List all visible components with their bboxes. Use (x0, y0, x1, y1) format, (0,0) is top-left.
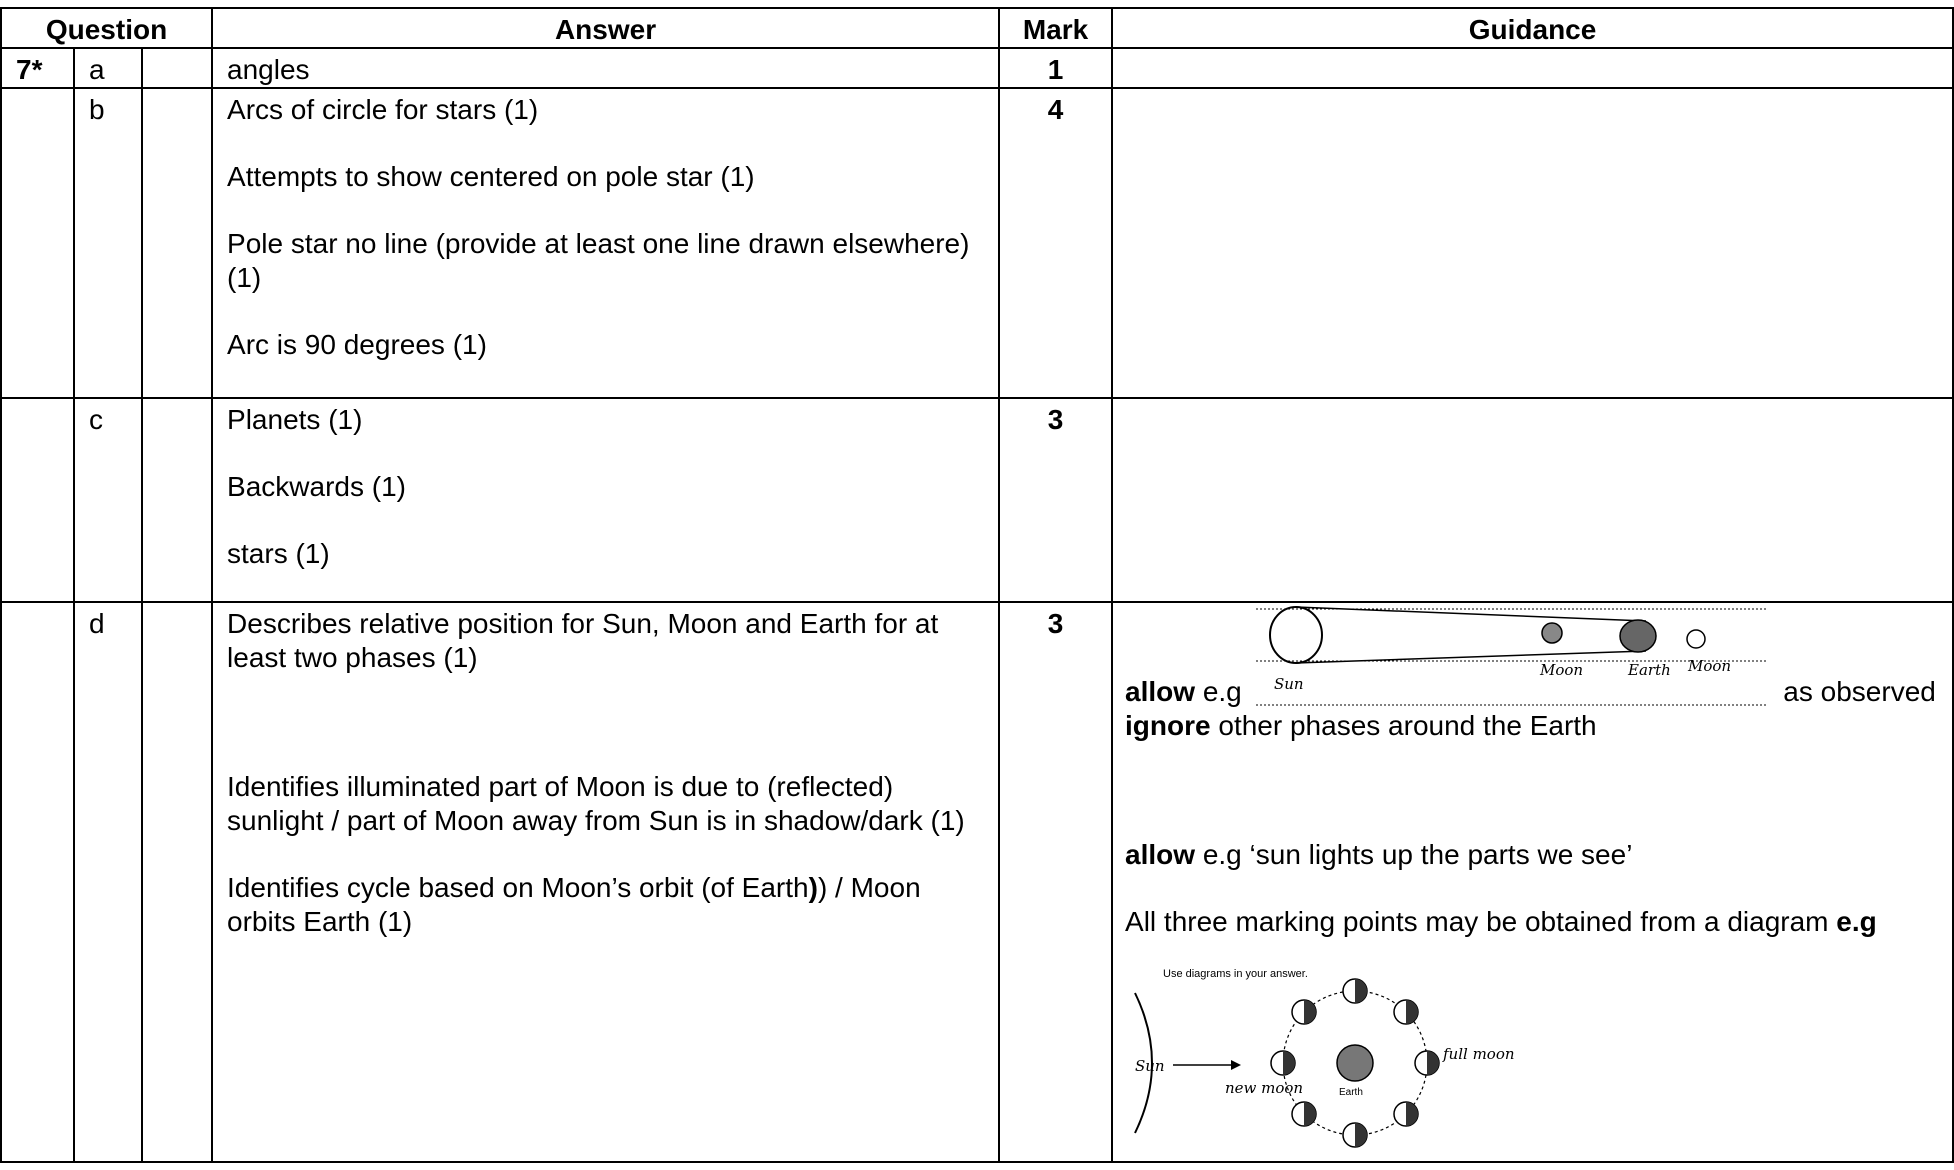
part-a: a (74, 48, 142, 88)
svg-text:Sun: Sun (1273, 675, 1304, 693)
svg-text:Sun: Sun (1135, 1057, 1165, 1075)
svg-text:Earth: Earth (1627, 661, 1671, 679)
header-mark: Mark (999, 8, 1112, 48)
svg-text:new moon: new moon (1225, 1079, 1304, 1097)
header-guidance: Guidance (1112, 8, 1953, 48)
mark-7c: 3 (999, 398, 1112, 602)
guidance-7d: allow e.g Sun Moon Earth Moon as observed ignore other phases around the Earth allow e.g ‘sun lights up the parts we see’ All three marking points may be obtained from a diagram e.g Use diagrams in your answer. Sun Earth new moon full moon (1112, 602, 1953, 1162)
mark-7a: 1 (999, 48, 1112, 88)
svg-text:Earth: Earth (1339, 1087, 1363, 1098)
part-c: c (74, 398, 142, 602)
answer-7b: Arcs of circle for stars (1) Attempts to show centered on pole star (1) Pole star no line (provide at least one line drawn elsewhere) (1) Arc is 90 degrees (1) (212, 88, 999, 398)
svg-text:Moon: Moon (1539, 661, 1583, 679)
moon-phases-diagram (1125, 963, 1515, 1141)
part-d: d (74, 602, 142, 1162)
row-7b (1, 88, 1953, 398)
part-b: b (74, 88, 142, 398)
header-question: Question (1, 8, 212, 48)
mark-7d: 3 (999, 602, 1112, 1162)
header-answer: Answer (212, 8, 999, 48)
svg-text:full moon: full moon (1443, 1045, 1515, 1063)
answer-7a: angles (212, 48, 999, 88)
answer-7c: Planets (1) Backwards (1) stars (1) (212, 398, 999, 602)
question-number: 7* (1, 48, 74, 88)
svg-text:Moon: Moon (1687, 657, 1731, 675)
guidance-allow-figure-line: allow e.g Sun Moon Earth Moon as observed (1125, 601, 1938, 709)
header-row (1, 8, 1953, 48)
mark-scheme-table (0, 7, 1954, 1163)
row-7a (1, 48, 1953, 88)
svg-text:Use diagrams in your answer.: Use diagrams in your answer. (1163, 968, 1308, 980)
sun-moon-earth-sketch (1256, 601, 1776, 709)
row-7c (1, 398, 1953, 602)
answer-7d: Describes relative position for Sun, Moon and Earth for at least two phases (1) Identifies illuminated part of Moon is due to (reflected) sunlight / part of Moon away from Sun is in shadow/dark (1) Identifies cycle based on Moon’s orbit (of Earth)) / Moon orbits Earth (1) (212, 602, 999, 1162)
row-7d (1, 602, 1953, 1162)
mark-7b: 4 (999, 88, 1112, 398)
